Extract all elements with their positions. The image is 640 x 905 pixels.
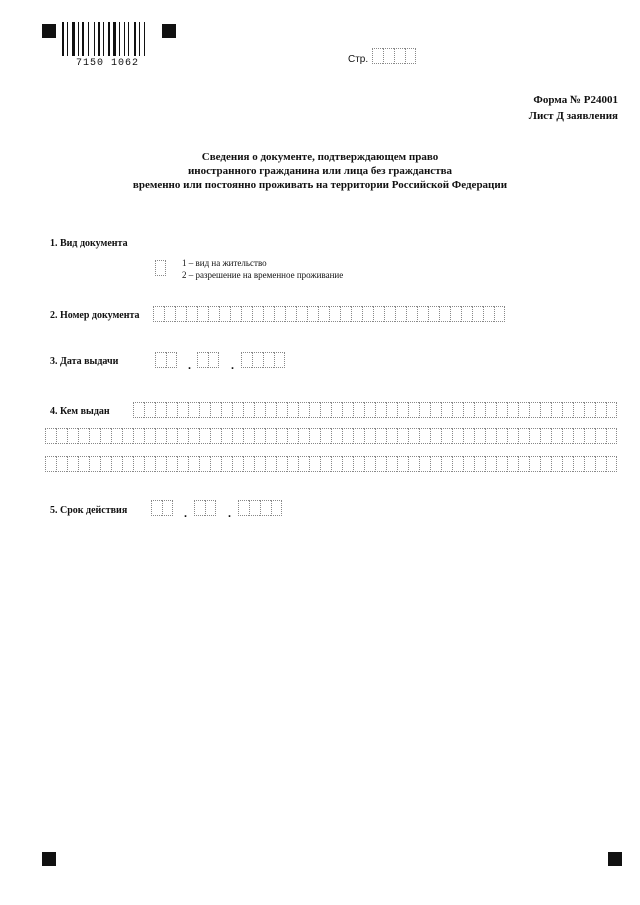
entry-cell[interactable] <box>133 402 144 418</box>
entry-cell[interactable] <box>276 456 287 472</box>
page-number-cells[interactable] <box>372 48 416 64</box>
entry-cell[interactable] <box>263 306 274 322</box>
entry-cell[interactable] <box>45 428 56 444</box>
entry-cell[interactable] <box>320 428 331 444</box>
doc-type-cell[interactable] <box>155 260 166 276</box>
entry-cell[interactable] <box>529 456 540 472</box>
entry-cell[interactable] <box>584 428 595 444</box>
entry-cell[interactable] <box>241 352 252 368</box>
entry-cell[interactable] <box>430 428 441 444</box>
entry-cell[interactable] <box>298 402 309 418</box>
entry-cell[interactable] <box>287 402 298 418</box>
entry-cell[interactable] <box>353 428 364 444</box>
entry-cell[interactable] <box>232 428 243 444</box>
entry-cell[interactable] <box>595 456 606 472</box>
entry-cell[interactable] <box>329 306 340 322</box>
entry-cell[interactable] <box>364 428 375 444</box>
entry-cell[interactable] <box>397 428 408 444</box>
barcode-number: 7150 1062 <box>76 58 140 69</box>
title-line-2: иностранного гражданина или лица без гражданства <box>187 165 453 177</box>
entry-cell[interactable] <box>100 428 111 444</box>
entry-cell[interactable] <box>507 402 518 418</box>
entry-cell[interactable] <box>144 428 155 444</box>
entry-cell[interactable] <box>408 428 419 444</box>
date-separator: . <box>184 506 187 520</box>
entry-cell[interactable] <box>485 456 496 472</box>
entry-cell[interactable] <box>199 402 210 418</box>
entry-cell[interactable] <box>452 456 463 472</box>
entry-cell[interactable] <box>529 428 540 444</box>
barcode <box>62 22 158 56</box>
entry-cell[interactable] <box>351 306 362 322</box>
entry-cell[interactable] <box>177 402 188 418</box>
entry-cell[interactable] <box>551 402 562 418</box>
entry-cell[interactable] <box>384 306 395 322</box>
entry-cell[interactable] <box>221 428 232 444</box>
entry-cell[interactable] <box>199 428 210 444</box>
entry-cell[interactable] <box>265 456 276 472</box>
entry-cell[interactable] <box>298 456 309 472</box>
entry-cell[interactable] <box>496 428 507 444</box>
entry-cell[interactable] <box>194 500 205 516</box>
entry-cell[interactable] <box>606 456 617 472</box>
entry-cell[interactable] <box>252 306 263 322</box>
entry-cell[interactable] <box>417 306 428 322</box>
entry-cell[interactable] <box>518 402 529 418</box>
entry-cell[interactable] <box>67 428 78 444</box>
entry-cell[interactable] <box>89 456 100 472</box>
issue-date-day[interactable] <box>155 352 177 368</box>
corner-marker-top-left <box>42 24 56 38</box>
entry-cell[interactable] <box>175 306 186 322</box>
entry-cell[interactable] <box>166 428 177 444</box>
corner-marker-top-right <box>162 24 176 38</box>
entry-cell[interactable] <box>309 428 320 444</box>
entry-cell[interactable] <box>551 428 562 444</box>
entry-cell[interactable] <box>463 402 474 418</box>
entry-cell[interactable] <box>595 402 606 418</box>
entry-cell[interactable] <box>252 352 263 368</box>
entry-cell[interactable] <box>287 428 298 444</box>
date-separator: . <box>228 506 231 520</box>
entry-cell[interactable] <box>386 456 397 472</box>
entry-cell[interactable] <box>540 428 551 444</box>
date-separator: . <box>231 358 234 372</box>
issued-by-line-1[interactable] <box>133 402 617 418</box>
entry-cell[interactable] <box>111 456 122 472</box>
entry-cell[interactable] <box>353 456 364 472</box>
entry-cell[interactable] <box>133 428 144 444</box>
entry-cell[interactable] <box>518 428 529 444</box>
entry-cell[interactable] <box>419 402 430 418</box>
entry-cell[interactable] <box>562 456 573 472</box>
issue-date-year[interactable] <box>241 352 285 368</box>
entry-cell[interactable] <box>408 456 419 472</box>
entry-cell[interactable] <box>383 48 394 64</box>
entry-cell[interactable] <box>122 428 133 444</box>
entry-cell[interactable] <box>595 428 606 444</box>
entry-cell[interactable] <box>452 402 463 418</box>
entry-cell[interactable] <box>375 402 386 418</box>
entry-cell[interactable] <box>364 402 375 418</box>
entry-cell[interactable] <box>122 456 133 472</box>
entry-cell[interactable] <box>164 306 175 322</box>
page-title <box>0 150 640 192</box>
entry-cell[interactable] <box>372 48 383 64</box>
entry-cell[interactable] <box>483 306 494 322</box>
entry-cell[interactable] <box>450 306 461 322</box>
entry-cell[interactable] <box>186 306 197 322</box>
entry-cell[interactable] <box>428 306 439 322</box>
entry-cell[interactable] <box>461 306 472 322</box>
entry-cell[interactable] <box>309 456 320 472</box>
entry-cell[interactable] <box>205 500 216 516</box>
entry-cell[interactable] <box>496 402 507 418</box>
entry-cell[interactable] <box>188 402 199 418</box>
entry-cell[interactable] <box>89 428 100 444</box>
entry-cell[interactable] <box>540 456 551 472</box>
entry-cell[interactable] <box>221 402 232 418</box>
entry-cell[interactable] <box>219 306 230 322</box>
entry-cell[interactable] <box>296 306 307 322</box>
entry-cell[interactable] <box>496 456 507 472</box>
entry-cell[interactable] <box>452 428 463 444</box>
entry-cell[interactable] <box>406 306 417 322</box>
entry-cell[interactable] <box>243 428 254 444</box>
entry-cell[interactable] <box>155 428 166 444</box>
entry-cell[interactable] <box>342 428 353 444</box>
issue-date-label: 3. Дата выдачи <box>50 356 119 367</box>
entry-cell[interactable] <box>230 306 241 322</box>
entry-cell[interactable] <box>394 48 405 64</box>
entry-cell[interactable] <box>362 306 373 322</box>
entry-cell[interactable] <box>386 428 397 444</box>
entry-cell[interactable] <box>551 456 562 472</box>
entry-cell[interactable] <box>494 306 505 322</box>
entry-cell[interactable] <box>188 456 199 472</box>
entry-cell[interactable] <box>584 456 595 472</box>
entry-cell[interactable] <box>263 352 274 368</box>
entry-cell[interactable] <box>151 500 162 516</box>
issued-by-line-3[interactable] <box>45 456 617 472</box>
entry-cell[interactable] <box>78 428 89 444</box>
entry-cell[interactable] <box>221 456 232 472</box>
entry-cell[interactable] <box>472 306 483 322</box>
entry-cell[interactable] <box>56 428 67 444</box>
entry-cell[interactable] <box>177 456 188 472</box>
validity-label: 5. Срок действия <box>50 505 128 516</box>
doc-type-label: 1. Вид документа <box>50 238 128 249</box>
entry-cell[interactable] <box>364 456 375 472</box>
entry-cell[interactable] <box>78 456 89 472</box>
entry-cell[interactable] <box>276 402 287 418</box>
entry-cell[interactable] <box>155 402 166 418</box>
corner-marker-bottom-left <box>42 852 56 866</box>
entry-cell[interactable] <box>155 352 166 368</box>
entry-cell[interactable] <box>342 402 353 418</box>
entry-cell[interactable] <box>373 306 384 322</box>
entry-cell[interactable] <box>155 456 166 472</box>
entry-cell[interactable] <box>265 402 276 418</box>
doc-number-cells[interactable] <box>153 306 505 322</box>
validity-day[interactable] <box>151 500 173 516</box>
corner-marker-bottom-right <box>608 852 622 866</box>
entry-cell[interactable] <box>419 428 430 444</box>
entry-cell[interactable] <box>197 306 208 322</box>
entry-cell[interactable] <box>309 402 320 418</box>
entry-cell[interactable] <box>45 456 56 472</box>
title-line-3: временно или постоянно проживать на территории Российской Федерации <box>132 179 508 191</box>
sheet-label: Лист Д заявления <box>528 110 618 122</box>
entry-cell[interactable] <box>254 402 265 418</box>
entry-cell[interactable] <box>540 402 551 418</box>
form-code: Форма № Р24001 <box>533 94 618 106</box>
entry-cell[interactable] <box>210 428 221 444</box>
entry-cell[interactable] <box>276 428 287 444</box>
entry-cell[interactable] <box>243 402 254 418</box>
entry-cell[interactable] <box>375 428 386 444</box>
entry-cell[interactable] <box>318 306 329 322</box>
entry-cell[interactable] <box>210 402 221 418</box>
doc-type-option-1: 1 – вид на жительство <box>182 258 267 268</box>
entry-cell[interactable] <box>271 500 282 516</box>
entry-cell[interactable] <box>232 402 243 418</box>
entry-cell[interactable] <box>153 306 164 322</box>
entry-cell[interactable] <box>249 500 260 516</box>
entry-cell[interactable] <box>144 402 155 418</box>
validity-month[interactable] <box>194 500 216 516</box>
entry-cell[interactable] <box>606 428 617 444</box>
entry-cell[interactable] <box>243 456 254 472</box>
entry-cell[interactable] <box>397 456 408 472</box>
entry-cell[interactable] <box>320 402 331 418</box>
entry-cell[interactable] <box>265 428 276 444</box>
title-line-1: Сведения о документе, подтверждающем право <box>201 151 439 163</box>
entry-cell[interactable] <box>573 428 584 444</box>
entry-cell[interactable] <box>287 456 298 472</box>
entry-cell[interactable] <box>562 402 573 418</box>
entry-cell[interactable] <box>518 456 529 472</box>
entry-cell[interactable] <box>177 428 188 444</box>
entry-cell[interactable] <box>331 428 342 444</box>
entry-cell[interactable] <box>529 402 540 418</box>
entry-cell[interactable] <box>419 456 430 472</box>
entry-cell[interactable] <box>474 428 485 444</box>
entry-cell[interactable] <box>439 306 450 322</box>
entry-cell[interactable] <box>238 500 249 516</box>
entry-cell[interactable] <box>254 428 265 444</box>
entry-cell[interactable] <box>111 428 122 444</box>
entry-cell[interactable] <box>507 428 518 444</box>
entry-cell[interactable] <box>386 402 397 418</box>
entry-cell[interactable] <box>474 456 485 472</box>
entry-cell[interactable] <box>254 456 265 472</box>
entry-cell[interactable] <box>100 456 111 472</box>
entry-cell[interactable] <box>232 456 243 472</box>
entry-cell[interactable] <box>430 402 441 418</box>
entry-cell[interactable] <box>463 428 474 444</box>
entry-cell[interactable] <box>331 402 342 418</box>
entry-cell[interactable] <box>208 306 219 322</box>
entry-cell[interactable] <box>463 456 474 472</box>
entry-cell[interactable] <box>166 352 177 368</box>
entry-cell[interactable] <box>485 402 496 418</box>
entry-cell[interactable] <box>298 428 309 444</box>
issue-date-month[interactable] <box>197 352 219 368</box>
entry-cell[interactable] <box>408 402 419 418</box>
entry-cell[interactable] <box>285 306 296 322</box>
validity-year[interactable] <box>238 500 282 516</box>
entry-cell[interactable] <box>320 456 331 472</box>
entry-cell[interactable] <box>197 352 208 368</box>
entry-cell[interactable] <box>162 500 173 516</box>
entry-cell[interactable] <box>573 456 584 472</box>
issued-by-label: 4. Кем выдан <box>50 406 110 417</box>
entry-cell[interactable] <box>133 456 144 472</box>
entry-cell[interactable] <box>507 456 518 472</box>
entry-cell[interactable] <box>606 402 617 418</box>
entry-cell[interactable] <box>166 402 177 418</box>
entry-cell[interactable] <box>331 456 342 472</box>
entry-cell[interactable] <box>573 402 584 418</box>
entry-cell[interactable] <box>274 352 285 368</box>
entry-cell[interactable] <box>562 428 573 444</box>
entry-cell[interactable] <box>208 352 219 368</box>
entry-cell[interactable] <box>375 456 386 472</box>
entry-cell[interactable] <box>188 428 199 444</box>
entry-cell[interactable] <box>144 456 155 472</box>
doc-type-option-2: 2 – разрешение на временное проживание <box>182 270 344 280</box>
entry-cell[interactable] <box>199 456 210 472</box>
entry-cell[interactable] <box>155 260 166 276</box>
doc-number-label: 2. Номер документа <box>50 310 140 321</box>
entry-cell[interactable] <box>397 402 408 418</box>
entry-cell[interactable] <box>353 402 364 418</box>
entry-cell[interactable] <box>395 306 406 322</box>
entry-cell[interactable] <box>340 306 351 322</box>
entry-cell[interactable] <box>430 456 441 472</box>
entry-cell[interactable] <box>584 402 595 418</box>
entry-cell[interactable] <box>485 428 496 444</box>
entry-cell[interactable] <box>441 456 452 472</box>
entry-cell[interactable] <box>260 500 271 516</box>
entry-cell[interactable] <box>166 456 177 472</box>
issued-by-line-2[interactable] <box>45 428 617 444</box>
entry-cell[interactable] <box>405 48 416 64</box>
entry-cell[interactable] <box>307 306 318 322</box>
entry-cell[interactable] <box>241 306 252 322</box>
entry-cell[interactable] <box>67 456 78 472</box>
entry-cell[interactable] <box>210 456 221 472</box>
entry-cell[interactable] <box>56 456 67 472</box>
entry-cell[interactable] <box>441 402 452 418</box>
page-label: Стр. <box>348 54 369 65</box>
entry-cell[interactable] <box>474 402 485 418</box>
date-separator: . <box>188 358 191 372</box>
entry-cell[interactable] <box>342 456 353 472</box>
entry-cell[interactable] <box>441 428 452 444</box>
entry-cell[interactable] <box>274 306 285 322</box>
